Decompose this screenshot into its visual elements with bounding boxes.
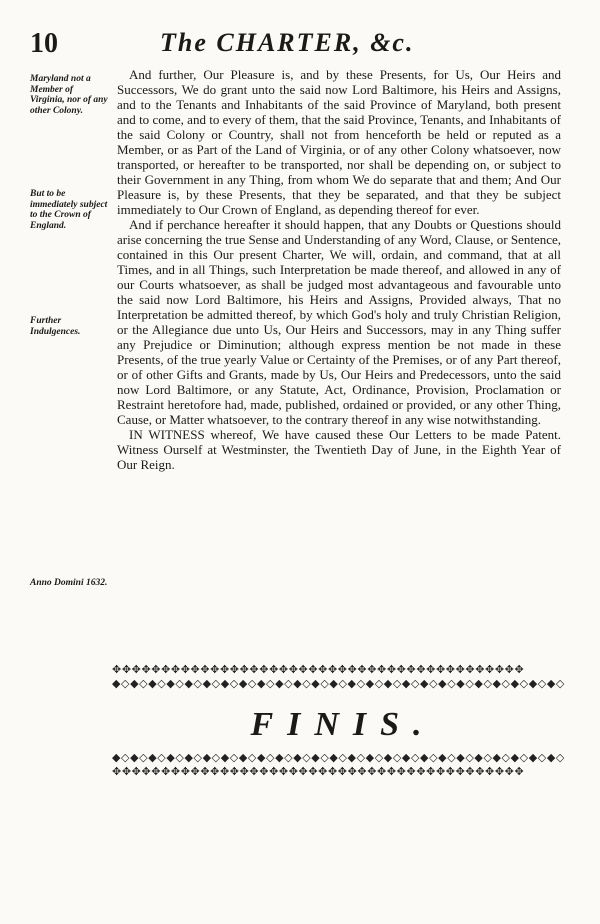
margin-note-maryland-not-member: Maryland not a Member of Virginia, nor of any other Colony. [30,74,108,116]
margin-note-subject-to-crown: But to be immediately subject to the Crown of England. [30,189,108,231]
ornament-rule-bottom: ✥✥✥✥✥✥✥✥✥✥✥✥✥✥✥✥✥✥✥✥✥✥✥✥✥✥✥✥✥✥✥✥✥✥✥✥✥✥✥✥✥✥ [112,766,525,778]
paragraph-separation: And further, Our Pleasure is, and by these Presents, for Us, Our Heirs and Successors, We do grant unto the said now Lord Baltimore, his Heirs and Assigns, and to the Tenants and Inhabitants of the said Province of Maryland, both present and to come, and to every of them, that the said Province, Tenants, and Inhabitants of the said Colony or Country, shall not from henceforth be held or reputed as a Member, or as Part of the Land of Virginia, or of any other Colony whatsoever, now transported, or hereafter to be transported, nor shall be depending on, or subject to their Government in any Thing, from whom We do separate that and them; And Our Pleasure is, by these Presents, that they be separated, and that they be subject immediately to Our Crown of England, as depending thereof for ever. [117,67,561,217]
finis-heading: FINIS. [250,706,436,743]
ornament-rule-upper: ◆◇◆◇◆◇◆◇◆◇◆◇◆◇◆◇◆◇◆◇◆◇◆◇◆◇◆◇◆◇◆◇◆◇◆◇◆◇◆◇◆◇◆◇◆◇◆◇◆◇ [112,678,565,690]
margin-note-anno-domini: Anno Domini 1632. [30,578,108,588]
ornament-rule-lower: ◆◇◆◇◆◇◆◇◆◇◆◇◆◇◆◇◆◇◆◇◆◇◆◇◆◇◆◇◆◇◆◇◆◇◆◇◆◇◆◇◆◇◆◇◆◇◆◇◆◇ [112,752,565,764]
paragraph-interpretation: And if perchance hereafter it should happen, that any Doubts or Questions should arise concerning the true Sense and Understanding of any Word, Clause, or Sentence, contained in this Our present Charter, We will, ordain, and command, that at all Times, and in all Things, such Interpretation be made thereof, and allowed in any of our Courts whatsoever, as shall be judged most advantageous and favourable unto the said now Lord Baltimore, his Heirs and Assigns, Provided always, That no Interpretation be admitted thereof, by which God's holy and truly Christian Religion, or the Allegiance due unto Us, Our Heirs and Successors, may in any Thing suffer any Prejudice or Diminution; although express mention be not made in these Presents, of the true yearly Value or Certainty of the Premises, or of any Part thereof, or of other Gifts and Grants, made by Us, Our Heirs and Predecessors, unto the said now Lord Baltimore, or any Statute, Act, Ordinance, Provision, Proclamation or Restraint heretofore had, made, published, ordained or provided, or any other Thing, Cause, or Matter whatsoever, to the contrary thereof in any wise notwithstanding. [117,217,561,427]
running-title: The CHARTER, &c. [160,28,415,57]
page-number: 10 [30,28,58,59]
charter-body [117,67,561,472]
ornament-rule-top: ✥✥✥✥✥✥✥✥✥✥✥✥✥✥✥✥✥✥✥✥✥✥✥✥✥✥✥✥✥✥✥✥✥✥✥✥✥✥✥✥✥✥ [112,664,525,676]
paragraph-witness: IN WITNESS whereof, We have caused these Our Letters to be made Patent. Witness Ourself at Westminster, the Twentieth Day of June, in the Eighth Year of Our Reign. [117,427,561,472]
margin-note-further-indulgences: Further Indulgences. [30,316,81,337]
